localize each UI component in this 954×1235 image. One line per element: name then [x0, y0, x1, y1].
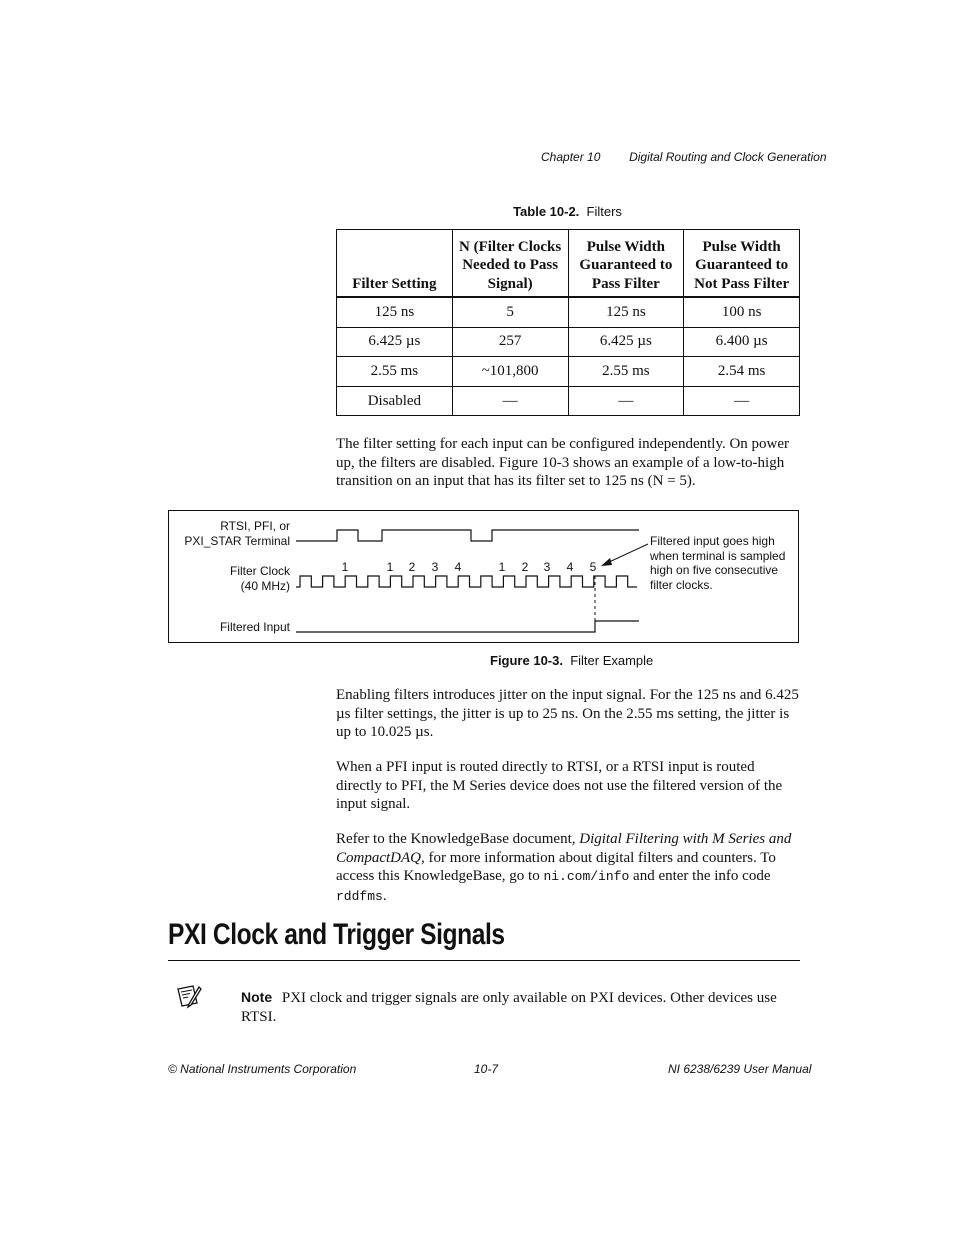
- section-heading: PXI Clock and Trigger Signals: [168, 918, 505, 951]
- terminal-label-line: RTSI, PFI, or: [220, 519, 290, 533]
- filter-example-figure: [168, 510, 799, 643]
- table-row: [337, 327, 800, 357]
- timing-diagram: [169, 511, 798, 642]
- annotation-line: Filtered input goes high: [650, 534, 775, 548]
- table-row: [337, 297, 800, 327]
- clock-count-label: 4: [454, 560, 462, 574]
- filtered-input-label: Filtered Input: [219, 620, 290, 634]
- kb-text: and enter the info code: [629, 868, 771, 885]
- note-label: Note: [241, 989, 273, 1005]
- chapter-number: Chapter 10: [541, 150, 601, 164]
- table-cell: 5: [452, 297, 568, 327]
- clock-count-label: 3: [431, 560, 439, 574]
- footer-page-number: 10-7: [474, 1062, 499, 1076]
- table-caption: [336, 204, 799, 219]
- footer-manual-title: NI 6238/6239 User Manual: [668, 1062, 812, 1076]
- figure-caption-title: Filter Example: [570, 653, 654, 668]
- clock-count-label: 4: [566, 560, 574, 574]
- annotation-line: filter clocks.: [650, 577, 713, 592]
- table-cell: 257: [452, 327, 568, 357]
- kb-url[interactable]: ni.com/info: [543, 869, 630, 885]
- table-row: [337, 386, 800, 416]
- section-rule: [168, 960, 800, 961]
- table-header-cell: N (Filter Clocks Needed to Pass Signal): [452, 230, 568, 298]
- table-header-cell: Filter Setting: [337, 230, 453, 298]
- table-header-row: [337, 230, 800, 298]
- clock-label-line: Filter Clock: [229, 564, 290, 578]
- annotation-arrowhead: [601, 558, 612, 566]
- table-cell: 2.55 ms: [337, 357, 453, 387]
- filters-table: [336, 229, 800, 416]
- table-cell: —: [452, 386, 568, 416]
- kb-text: .: [382, 887, 387, 904]
- kb-info-code: rddfms: [336, 888, 383, 904]
- body-paragraph: Enabling filters introduces jitter on the input signal. For the 125 ns and 6.425 µs filter settings, the jitter is up to 25 ns. On the 2.55 ms setting, the jitter is up to 10.025 µs.: [336, 687, 799, 741]
- table-cell: 2.55 ms: [568, 357, 684, 387]
- table-cell: 6.400 µs: [684, 327, 800, 357]
- note-text: PXI clock and trigger signals are only available on PXI devices. Other devices use RTSI.: [241, 990, 777, 1025]
- table-cell: 125 ns: [337, 297, 453, 327]
- clock-count-label: 5: [589, 560, 597, 574]
- kb-text: , for more information about digital filters and counters. To access this KnowledgeBase, go to: [336, 849, 776, 885]
- clock-count-label: 1: [341, 560, 349, 574]
- table-cell: —: [684, 386, 800, 416]
- figure-caption: [490, 653, 653, 668]
- table-cell: 6.425 µs: [568, 327, 684, 357]
- clock-label-line: (40 MHz): [240, 578, 290, 593]
- clock-count-labels: [342, 560, 597, 574]
- annotation-line: high on five consecutive: [650, 563, 779, 577]
- body-paragraph: When a PFI input is routed directly to RTSI, or a RTSI input is routed directly to PFI, the M Series device does not use the filtered version of the input signal.: [336, 759, 783, 813]
- figure-caption-label: Figure 10-3.: [490, 653, 563, 668]
- table-header-cell: Pulse Width Guaranteed to Pass Filter: [568, 230, 684, 298]
- kb-document-title: Digital Filtering with M Series and CompactDAQ: [336, 831, 792, 866]
- terminal-waveform: [296, 530, 639, 541]
- clock-count-label: 1: [498, 560, 506, 574]
- terminal-label-line: PXI_STAR Terminal: [184, 533, 290, 548]
- table-cell: 125 ns: [568, 297, 684, 327]
- annotation-arrow-line: [607, 544, 648, 563]
- clock-count-label: 3: [543, 560, 551, 574]
- table-cell: 100 ns: [684, 297, 800, 327]
- table-header-cell: Pulse Width Guaranteed to Not Pass Filter: [684, 230, 800, 298]
- table-cell: 2.54 ms: [684, 357, 800, 387]
- clock-count-label: 2: [408, 560, 416, 574]
- note-icon: [175, 983, 203, 1014]
- table-caption-label: Table 10-2.: [513, 204, 580, 219]
- kb-reference-paragraph: [336, 830, 800, 906]
- clock-count-label: 1: [386, 560, 394, 574]
- body-paragraph: The filter setting for each input can be configured independently. On power up, the filters are disabled. Figure 10-3 shows an example of a low-to-high transition on an input that has its filter set to 125 ns (N = 5).: [336, 436, 790, 490]
- note-block: [241, 988, 801, 1026]
- running-head: [541, 150, 827, 164]
- table-cell: —: [568, 386, 684, 416]
- filtered-input-waveform: [296, 621, 639, 632]
- table-cell: 6.425 µs: [337, 327, 453, 357]
- annotation-line: when terminal is sampled: [650, 548, 786, 563]
- table-cell: ~101,800: [452, 357, 568, 387]
- table-row: [337, 357, 800, 387]
- filter-clock-waveform: [296, 576, 637, 587]
- kb-text: Refer to the KnowledgeBase document,: [336, 831, 580, 847]
- footer-copyright: © National Instruments Corporation: [168, 1062, 357, 1076]
- clock-count-label: 2: [521, 560, 529, 574]
- table-caption-title: Filters: [586, 204, 622, 219]
- chapter-title: Digital Routing and Clock Generation: [629, 150, 827, 164]
- table-cell: Disabled: [337, 386, 453, 416]
